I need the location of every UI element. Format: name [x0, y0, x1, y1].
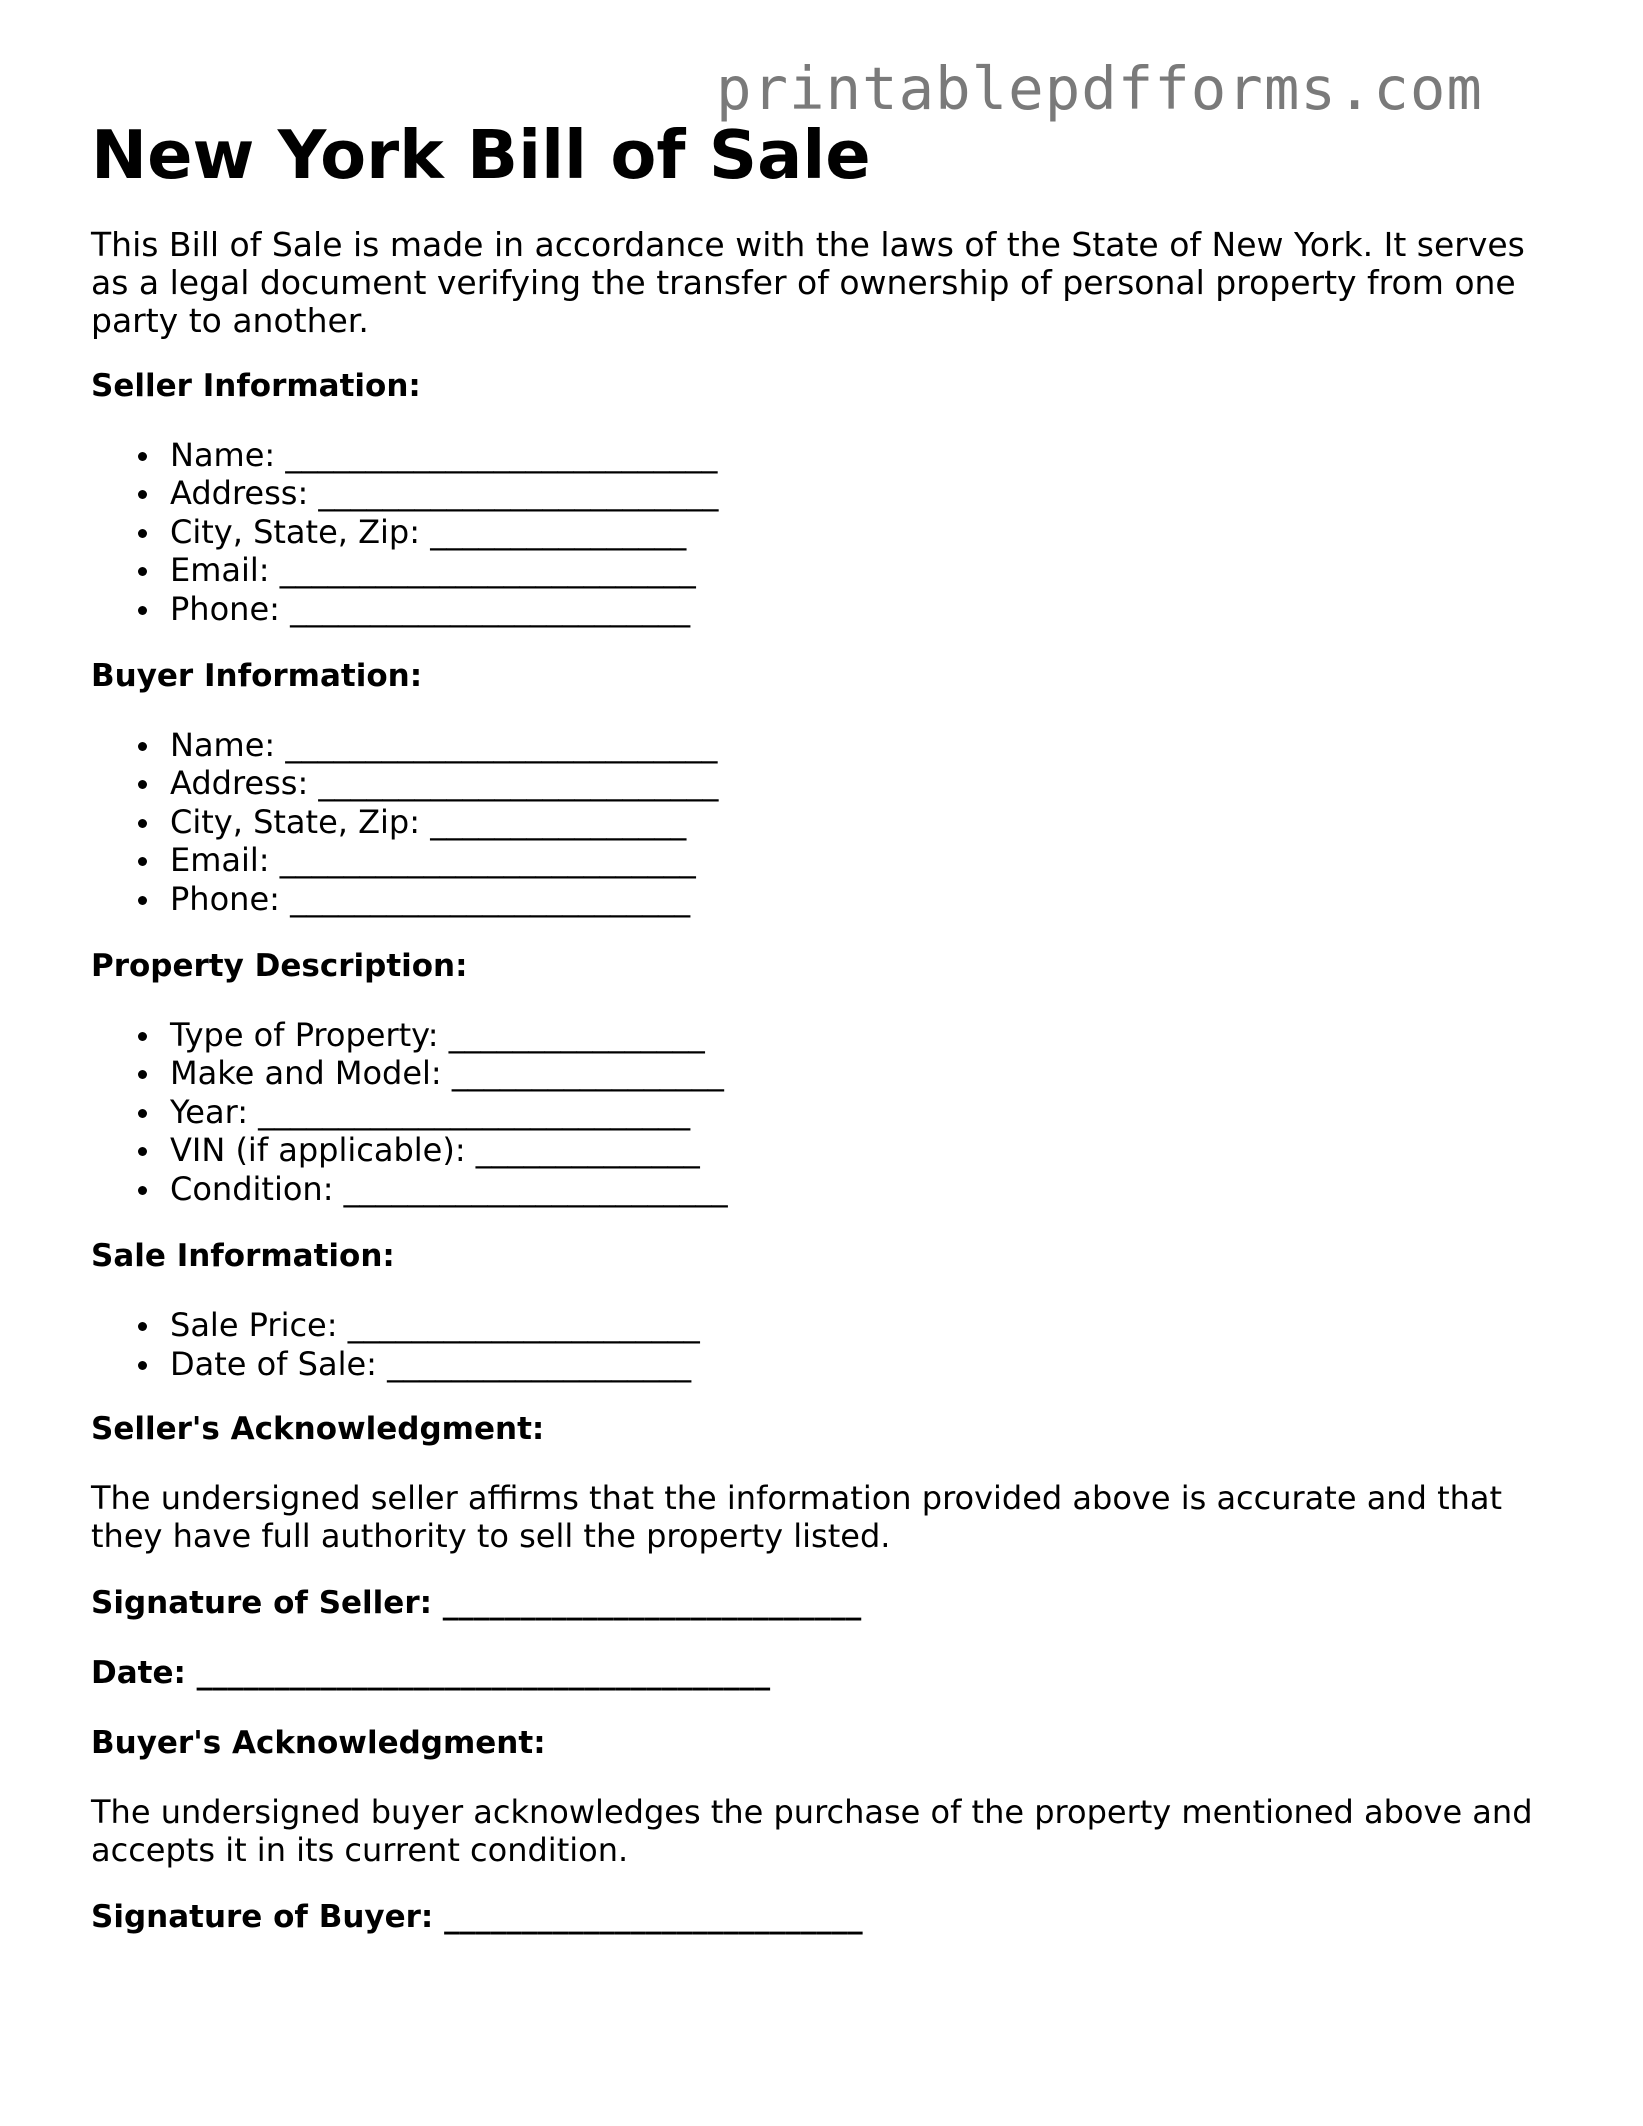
list-item: Email: __________________________	[138, 551, 1561, 589]
sale-info-heading: Sale Information:	[91, 1238, 395, 1275]
list-item: Email: __________________________	[138, 841, 1561, 879]
seller-info-heading: Seller Information:	[91, 368, 421, 404]
watermark: printablepdfforms.com	[716, 54, 1483, 123]
list-item: Phone: _________________________	[138, 880, 1561, 918]
seller-ack-heading: Seller's Acknowledgment:	[91, 1410, 545, 1447]
list-item: Address: _________________________	[138, 764, 1561, 802]
buyer-signature-line: Signature of Buyer: ___________________________	[91, 1898, 863, 1935]
sale-info-list	[91, 1306, 1561, 1383]
list-item: Name: ___________________________	[138, 726, 1561, 764]
seller-ack-text: The undersigned seller affirms that the information provided above is accurate and that they have full authority to sell the property listed.	[91, 1478, 1503, 1555]
list-item: Phone: _________________________	[138, 590, 1561, 628]
intro-paragraph: This Bill of Sale is made in accordance with the laws of the State of New York. It serves as a legal document verifying the transfer of ownership of personal property from one party to another.	[91, 225, 1525, 340]
buyer-info-list	[91, 726, 1561, 918]
list-item: Year: ___________________________	[138, 1093, 1561, 1131]
seller-signature-line: Signature of Seller: ___________________________	[91, 1584, 862, 1621]
list-item: Make and Model: _________________	[138, 1054, 1561, 1092]
page-title: New York Bill of Sale	[91, 116, 871, 194]
buyer-ack-text: The undersigned buyer acknowledges the purchase of the property mentioned above and accepts it in its current condition.	[91, 1792, 1533, 1869]
list-item: Date of Sale: ___________________	[138, 1345, 1561, 1383]
list-item: Address: _________________________	[138, 474, 1561, 512]
list-item: Name: ___________________________	[138, 436, 1561, 474]
list-item: City, State, Zip: ________________	[138, 803, 1561, 841]
property-description-list	[91, 1016, 1561, 1208]
buyer-ack-heading: Buyer's Acknowledgment:	[91, 1724, 546, 1761]
document	[91, 110, 1561, 1937]
list-item: VIN (if applicable): ______________	[138, 1131, 1561, 1169]
list-item: Sale Price: ______________________	[138, 1306, 1561, 1344]
list-item: Type of Property: ________________	[138, 1016, 1561, 1054]
list-item: City, State, Zip: ________________	[138, 513, 1561, 551]
buyer-info-heading: Buyer Information:	[91, 658, 423, 695]
seller-info-list	[91, 436, 1561, 628]
list-item: Condition: ________________________	[138, 1170, 1561, 1208]
property-description-heading: Property Description:	[91, 948, 468, 985]
seller-date-line: Date: _____________________________________	[91, 1654, 771, 1691]
